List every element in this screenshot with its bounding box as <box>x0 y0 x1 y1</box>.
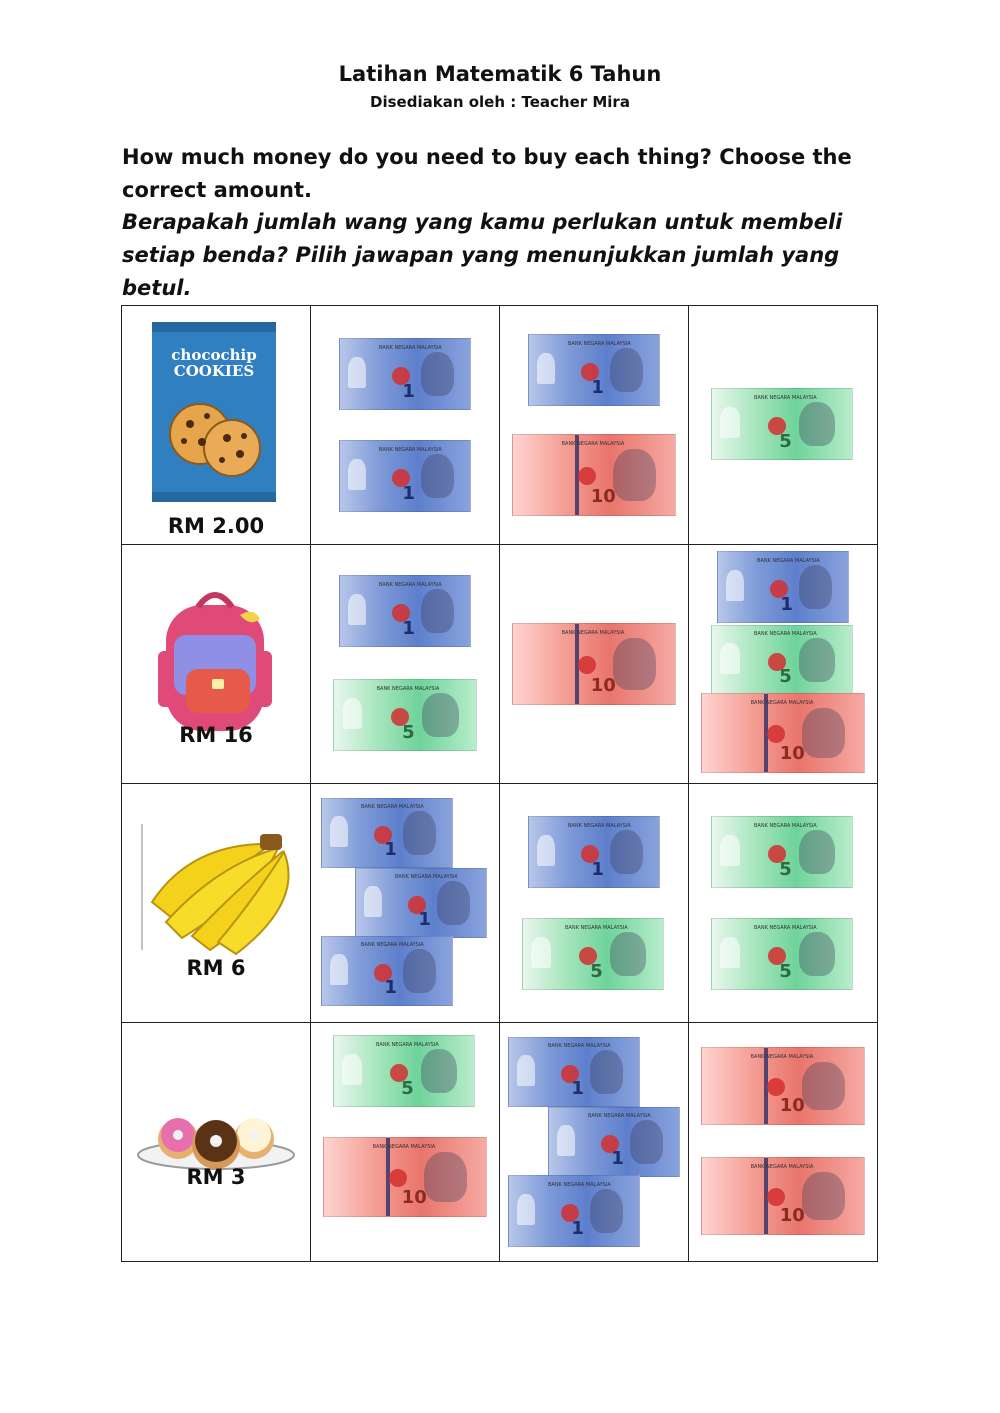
option-cell[interactable] <box>689 1023 878 1262</box>
rm1-note: BANK NEGARA MALAYSIA 1 <box>339 575 471 647</box>
option-cell[interactable] <box>311 545 500 784</box>
rm10-note: BANK NEGARA MALAYSIA 10 <box>512 434 676 516</box>
instruction-malay: Berapakah jumlah wang yang kamu perlukan untuk membeli setiap benda? Pilih jawapan yang menunjukkan jumlah yang betul. <box>122 210 843 300</box>
rm5-note: BANK NEGARA MALAYSIA 5 <box>711 388 853 460</box>
rm10-note: BANK NEGARA MALAYSIA 10 <box>701 693 865 773</box>
price-label: RM 2.00 <box>167 514 265 538</box>
option-cell[interactable] <box>500 784 689 1023</box>
row-cookies <box>122 306 878 545</box>
row-donut <box>122 1023 878 1262</box>
row-bag <box>122 545 878 784</box>
banana-icon <box>122 824 310 964</box>
rm5-note: BANK NEGARA MALAYSIA 5 <box>333 1035 475 1107</box>
pack-text-cookies: COOKIES <box>173 362 255 380</box>
rm1-note: BANK NEGARA MALAYSIA 1 <box>508 1037 640 1107</box>
rm5-note: BANK NEGARA MALAYSIA 5 <box>711 816 853 888</box>
rm1-note: BANK NEGARA MALAYSIA 1 <box>548 1107 680 1177</box>
option-cell[interactable] <box>311 784 500 1023</box>
item-cell-cookies <box>122 306 311 545</box>
instruction-english: How much money do you need to buy each thing? Choose the correct amount. <box>122 145 852 202</box>
worksheet-subtitle: Disediakan oleh : Teacher Mira <box>370 93 630 111</box>
cookies-pack-icon <box>122 316 310 516</box>
option-cell[interactable] <box>689 545 878 784</box>
rm10-note: BANK NEGARA MALAYSIA 10 <box>323 1137 487 1217</box>
price-label: RM 3 <box>186 1165 246 1189</box>
item-cell-donut <box>122 1023 311 1262</box>
pack-text-chocochip: chocochip <box>171 346 257 364</box>
item-cell-banana <box>122 784 311 1023</box>
option-cell[interactable] <box>500 545 689 784</box>
rm1-note: BANK NEGARA MALAYSIA 1 <box>339 440 471 512</box>
rm5-note: BANK NEGARA MALAYSIA 5 <box>333 679 477 751</box>
price-label: RM 6 <box>186 956 246 980</box>
option-cell[interactable] <box>689 784 878 1023</box>
price-label: RM 16 <box>179 723 253 747</box>
worksheet-title: Latihan Matematik 6 Tahun <box>338 62 662 86</box>
rm1-note: BANK NEGARA MALAYSIA 1 <box>528 816 660 888</box>
rm1-note: BANK NEGARA MALAYSIA 1 <box>339 338 471 410</box>
rm5-note: BANK NEGARA MALAYSIA 5 <box>711 918 853 990</box>
rm1-note: BANK NEGARA MALAYSIA 1 <box>355 868 487 938</box>
rm1-note: BANK NEGARA MALAYSIA 1 <box>321 936 453 1006</box>
rm5-note: BANK NEGARA MALAYSIA 5 <box>711 625 853 695</box>
rm5-note: BANK NEGARA MALAYSIA 5 <box>522 918 664 990</box>
rm10-note: BANK NEGARA MALAYSIA 10 <box>701 1047 865 1125</box>
rm1-note: BANK NEGARA MALAYSIA 1 <box>321 798 453 868</box>
item-cell-bag <box>122 545 311 784</box>
row-banana <box>122 784 878 1023</box>
rm1-note: BANK NEGARA MALAYSIA 1 <box>528 334 660 406</box>
rm1-note: BANK NEGARA MALAYSIA 1 <box>508 1175 640 1247</box>
donut-icon <box>122 1095 310 1175</box>
option-cell[interactable] <box>689 306 878 545</box>
rm10-note: BANK NEGARA MALAYSIA 10 <box>512 623 676 705</box>
option-cell[interactable] <box>500 306 689 545</box>
answer-grid <box>121 305 878 1262</box>
option-cell[interactable] <box>311 306 500 545</box>
option-cell[interactable] <box>311 1023 500 1262</box>
rm10-note: BANK NEGARA MALAYSIA 10 <box>701 1157 865 1235</box>
option-cell[interactable] <box>500 1023 689 1262</box>
rm1-note: BANK NEGARA MALAYSIA 1 <box>717 551 849 623</box>
